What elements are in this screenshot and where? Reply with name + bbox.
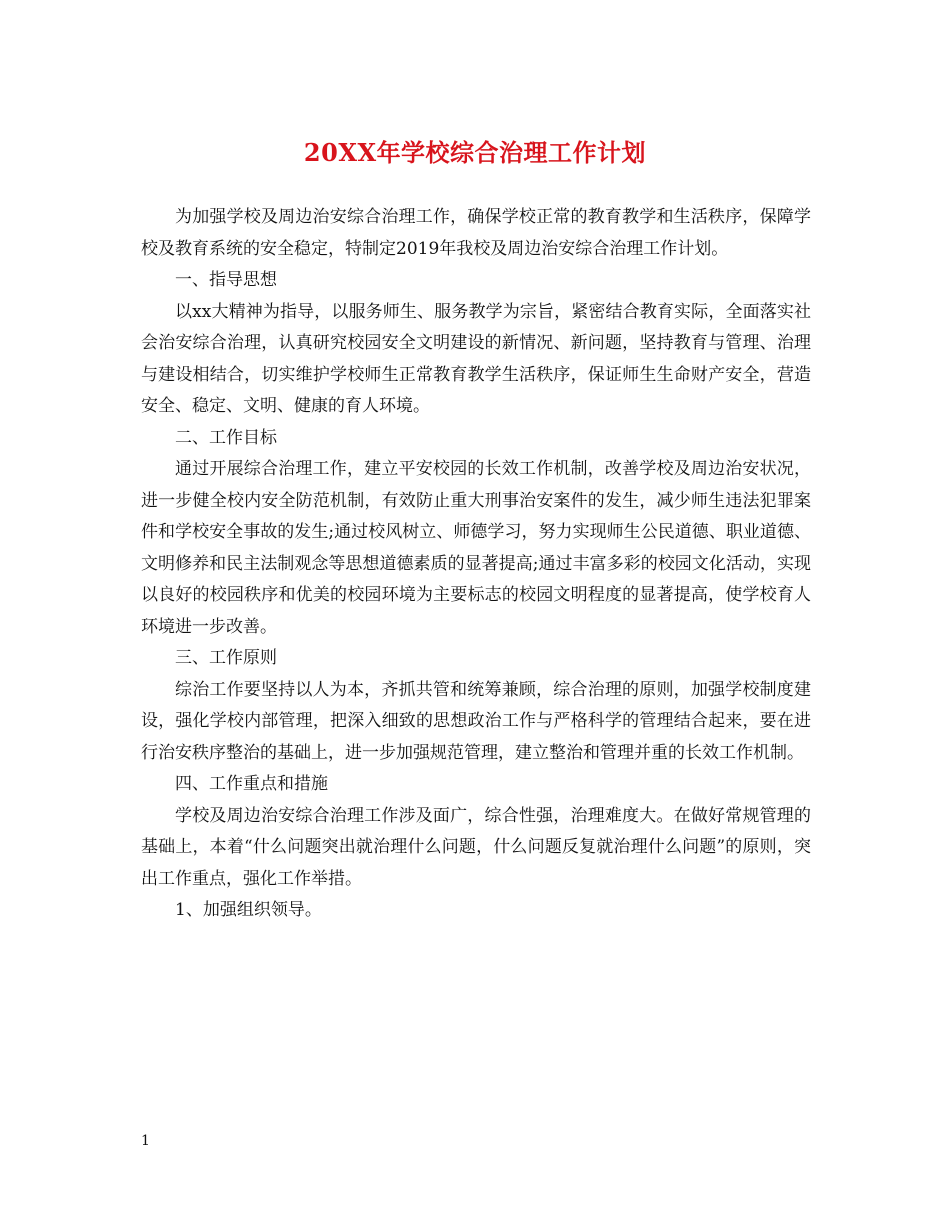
work-goals-paragraph: 通过开展综合治理工作，建立平安校园的长效工作机制，改善学校及周边治安状况，进一步健全校内安全防范机制，有效防止重大刑事治安案件的发生，减少师生违法犯罪案件和学校安全事故的发生;通过校风树立、师德学习，努力实现师生公民道德、职业道德、文明修养和民主法制观念等思想道德素质的显著提高;通过丰富多彩的校园文化活动，实现以良好的校园秩序和优美的校园环境为主要标志的校园文明程度的显著提高，使学校育人环境进一步改善。 xyxy=(141,459,811,637)
page-number: 1 xyxy=(141,1133,150,1149)
key-measures-paragraph: 学校及周边治安综合治理工作涉及面广，综合性强，治理难度大。在做好常规管理的基础上，本着“什么问题突出就治理什么问题，什么问题反复就治理什么问题”的原则，突出工作重点，强化工作举措。 xyxy=(141,805,811,889)
guiding-ideology-paragraph: 以xx大精神为指导，以服务师生、服务教学为宗旨，紧密结合教育实际，全面落实社会治安综合治理，认真研究校园安全文明建设的新情况、新问题，坚持教育与管理、治理与建设相结合，切实维护学校师生正常教育教学生活秩序，保证师生生命财产安全，营造安全、稳定、文明、健康的育人环境。 xyxy=(141,301,811,416)
subsection-heading-organization: 1、加强组织领导。 xyxy=(175,900,322,920)
document-body xyxy=(141,202,811,927)
document-title: 20XX年学校综合治理工作计划 xyxy=(303,138,647,167)
section-heading-work-goals: 二、工作目标 xyxy=(175,427,277,448)
section-heading-guiding-ideology: 一、指导思想 xyxy=(175,270,277,290)
section-heading-work-principles: 三、工作原则 xyxy=(175,648,277,668)
intro-paragraph: 为加强学校及周边治安综合治理工作，确保学校正常的教育教学和生活秩序，保障学校及教育系统的安全稳定，特制定2019年我校及周边治安综合治理工作计划。 xyxy=(141,207,811,259)
work-principles-paragraph: 综治工作要坚持以人为本，齐抓共管和统筹兼顾，综合治理的原则，加强学校制度建设，强化学校内部管理，把深入细致的思想政治工作与严格科学的管理结合起来，要在进行治安秩序整治的基础上，进一步加强规范管理，建立整治和管理并重的长效工作机制。 xyxy=(141,679,811,763)
section-heading-key-measures: 四、工作重点和措施 xyxy=(175,774,328,794)
